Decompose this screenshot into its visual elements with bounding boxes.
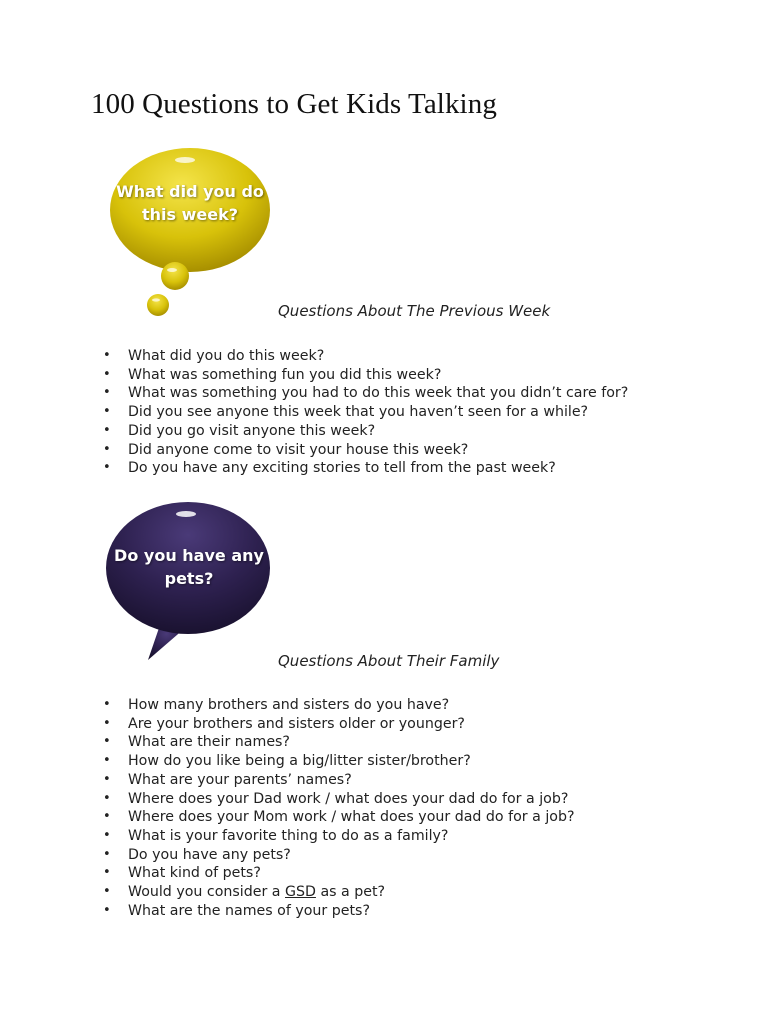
list-item: • Did you go visit anyone this week?: [103, 422, 628, 441]
list-item-gsd: [103, 883, 575, 902]
section-heading-previous-week: Questions About The Previous Week: [278, 302, 551, 320]
list-item: • What is your favorite thing to do as a family?: [103, 827, 575, 846]
list-item: • What did you do this week?: [103, 347, 628, 366]
list-item: • What kind of pets?: [103, 864, 575, 883]
list-item: • What are their names?: [103, 733, 575, 752]
list-item: • Did you see anyone this week that you haven’t seen for a while?: [103, 403, 628, 422]
page-title: 100 Questions to Get Kids Talking: [91, 88, 497, 120]
bubble-caption: Do you have any pets?: [114, 546, 264, 588]
gsd-text-before: Would you consider a: [128, 884, 285, 901]
list-item: • Did anyone come to visit your house this week?: [103, 441, 628, 460]
thought-bubble-image: [100, 140, 285, 325]
bubble-caption: What did you do this week?: [116, 182, 264, 224]
list-item: • What was something fun you did this week?: [103, 366, 628, 385]
list-item: • What was something you had to do this week that you didn’t care for?: [103, 384, 628, 403]
thought-bubble-graphic: [100, 140, 285, 325]
gsd-link[interactable]: GSD: [285, 884, 316, 901]
list-item: • How many brothers and sisters do you have?: [103, 696, 575, 715]
list-item: • Where does your Dad work / what does your dad do for a job?: [103, 790, 575, 809]
list-item: • Where does your Mom work / what does your dad do for a job?: [103, 808, 575, 827]
question-list-previous-week: [103, 347, 628, 478]
list-item: • Are your brothers and sisters older or younger?: [103, 715, 575, 734]
gsd-text-after: as a pet?: [315, 884, 386, 901]
section-heading-family: Questions About Their Family: [278, 652, 500, 670]
list-item: • Do you have any exciting stories to tell from the past week?: [103, 459, 628, 478]
speech-bubble-image: [100, 500, 280, 670]
list-item: • What are your parents’ names?: [103, 771, 575, 790]
list-item: • What are the names of your pets?: [103, 902, 575, 921]
list-item: • How do you like being a big/litter sister/brother?: [103, 752, 575, 771]
question-list-family: [103, 696, 575, 920]
list-item: • Do you have any pets?: [103, 846, 575, 865]
